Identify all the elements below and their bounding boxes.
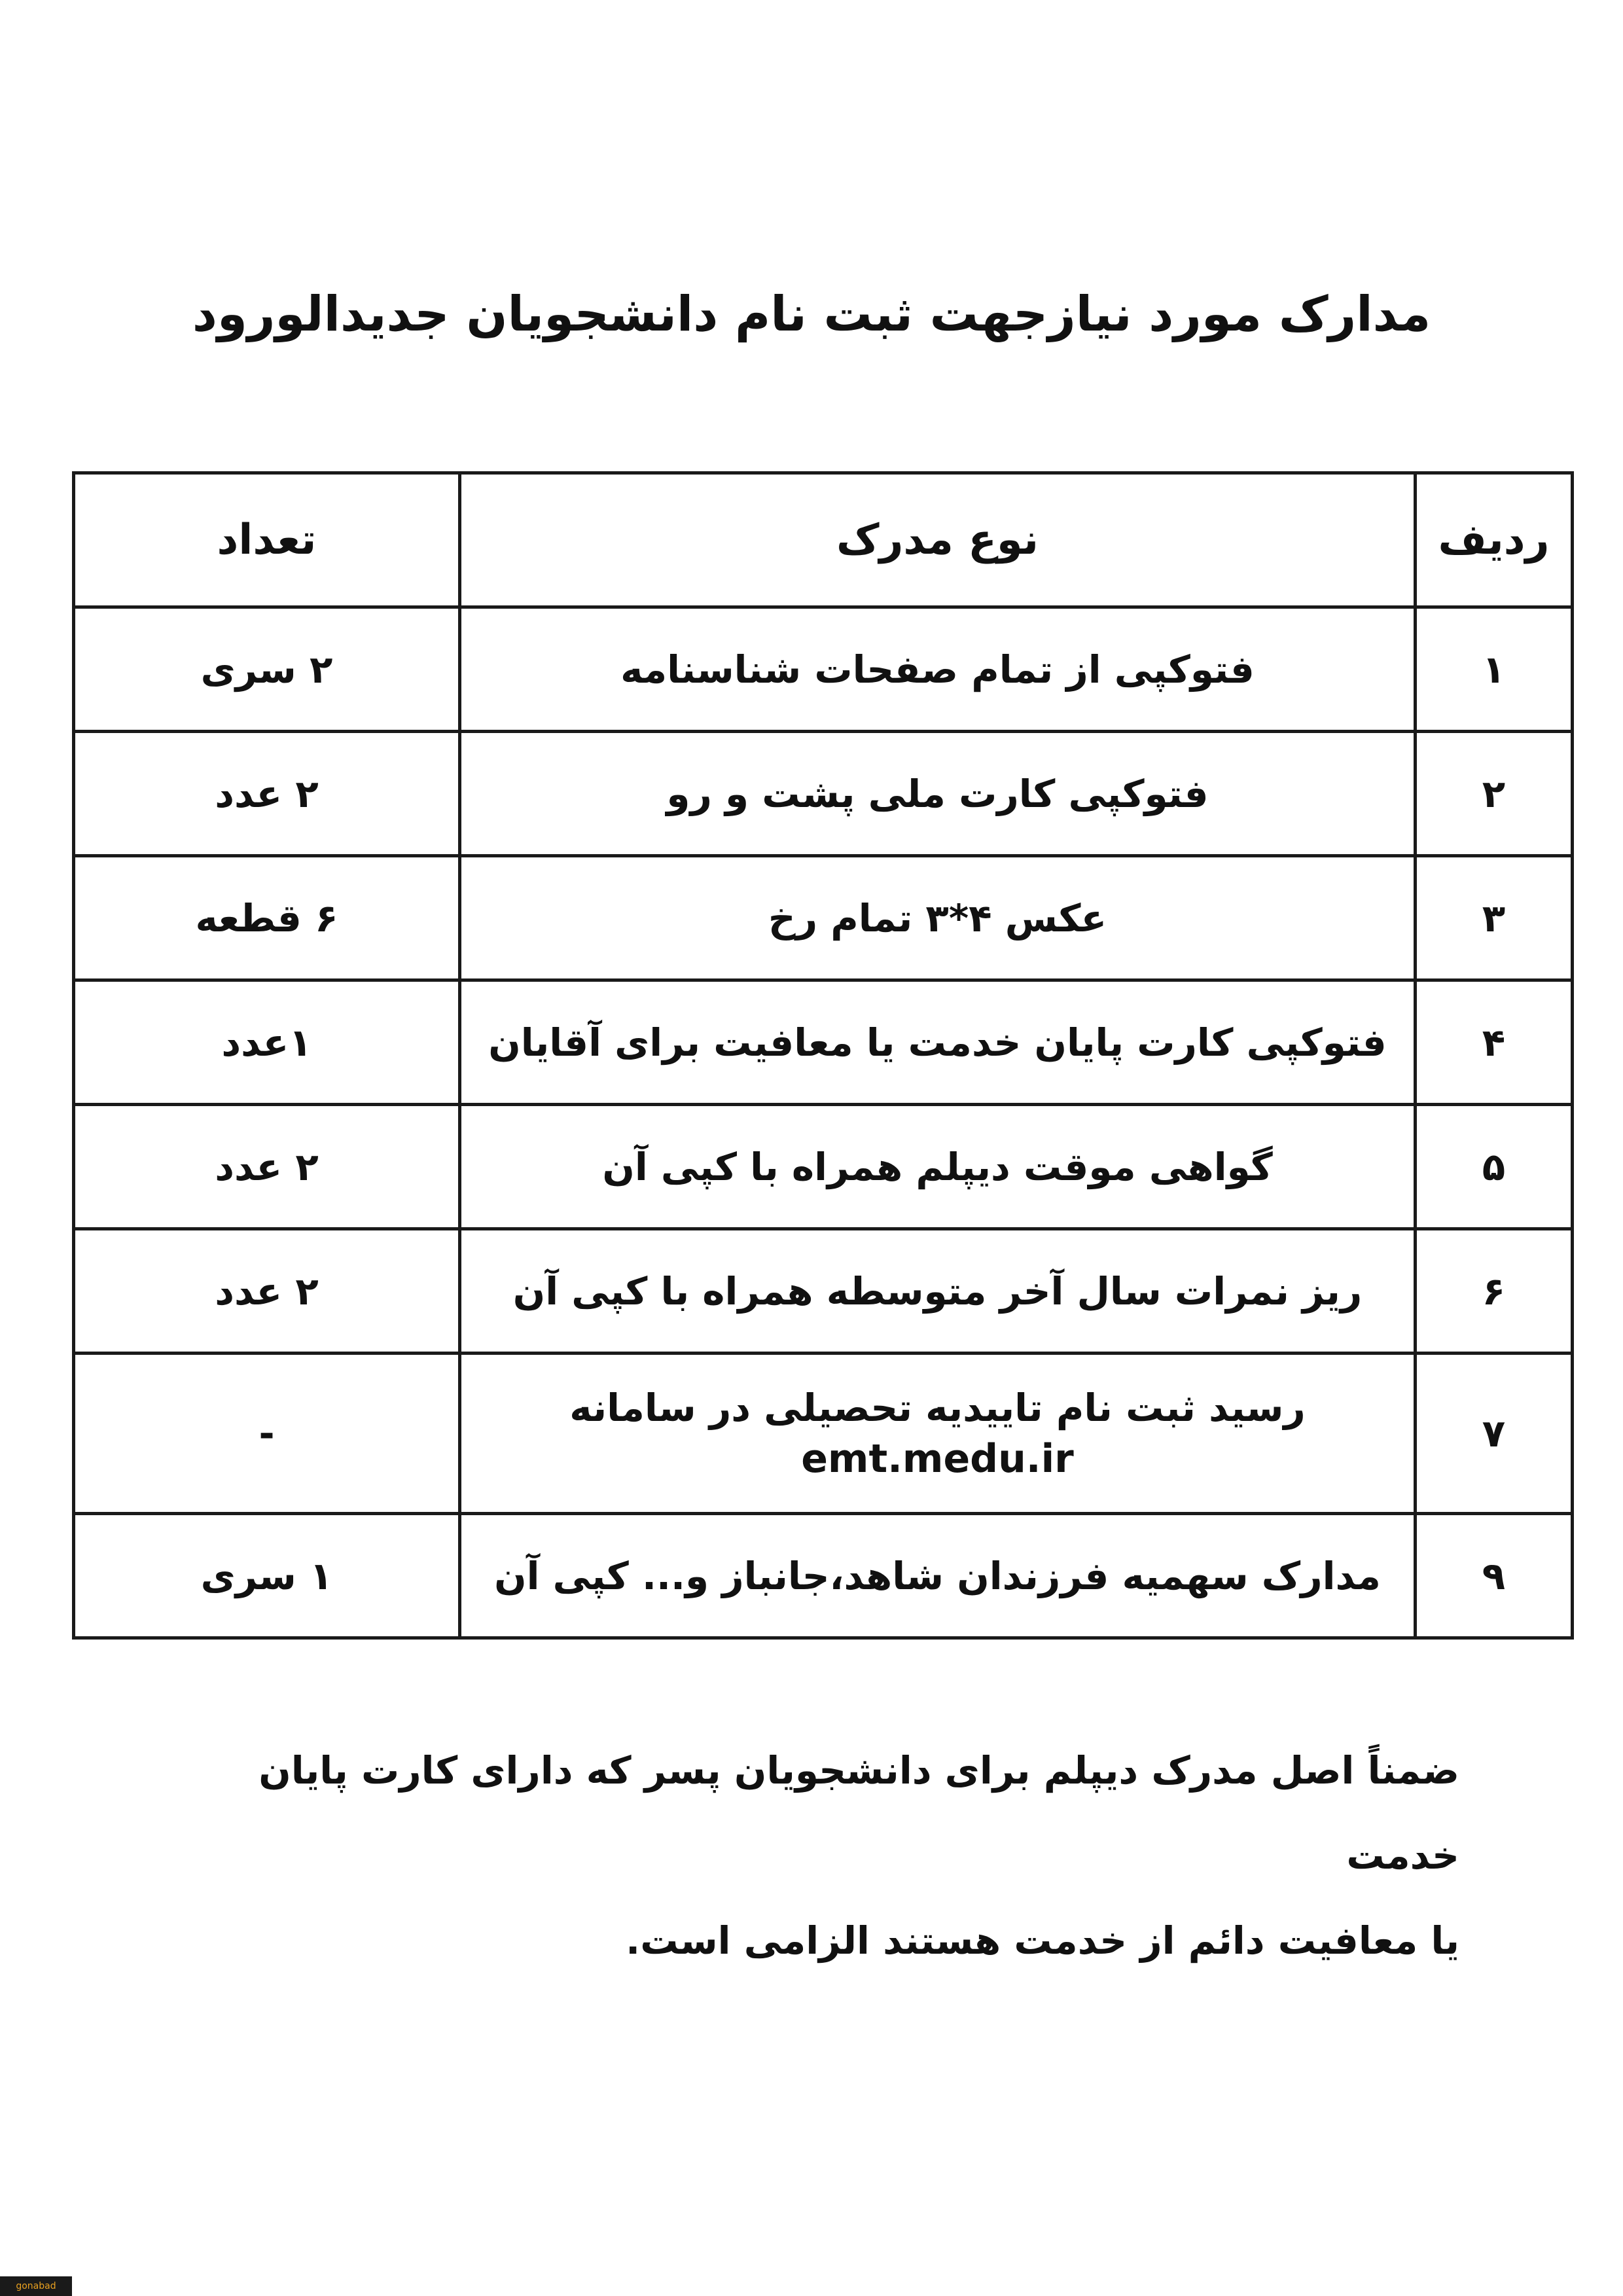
header-document-type: نوع مدرک — [460, 473, 1416, 607]
row-number: ۱ — [1416, 607, 1573, 732]
document-type: فتوکپی از تمام صفحات شناسنامه — [460, 607, 1416, 732]
document-type: فتوکپی کارت ملی پشت و رو — [460, 732, 1416, 856]
required-documents-table — [72, 471, 1574, 1640]
row-number: ۲ — [1416, 732, 1573, 856]
document-count: ۲ عدد — [74, 732, 460, 856]
page-title: مدارک مورد نیازجهت ثبت نام دانشجویان جدیدالورود — [192, 286, 1431, 342]
document-count: ۱عدد — [74, 980, 460, 1105]
row-number: ۷ — [1416, 1354, 1573, 1514]
document-count: ۲ عدد — [74, 1229, 460, 1354]
document-count: ۶ قطعه — [74, 856, 460, 980]
table-row — [74, 1105, 1573, 1229]
footnote-line-1: ضمناً اصل مدرک دیپلم برای دانشجویان پسر که دارای کارت پایان خدمت — [259, 1748, 1459, 1878]
document-type: ریز نمرات سال آخر متوسطه همراه با کپی آن — [460, 1229, 1416, 1354]
header-row-number: ردیف — [1416, 473, 1573, 607]
table-header-row — [74, 473, 1573, 607]
row-number: ۳ — [1416, 856, 1573, 980]
footnote-line-2: یا معافیت دائم از خدمت هستند الزامی است. — [626, 1918, 1459, 1963]
row-number: ۵ — [1416, 1105, 1573, 1229]
document-count: - — [74, 1354, 460, 1514]
document-type — [460, 1354, 1416, 1514]
document-type-text: رسید ثبت نام تاییدیه تحصیلی در سامانه — [569, 1386, 1306, 1430]
table-row — [74, 1229, 1573, 1354]
document-type: مدارک سهمیه فرزندان شاهد،جانباز و... کپی آن — [460, 1514, 1416, 1638]
table-row — [74, 856, 1573, 980]
table-row — [74, 980, 1573, 1105]
document-url: emt.medu.ir — [801, 1436, 1074, 1482]
table-row — [74, 732, 1573, 856]
document-count: ۲ سری — [74, 607, 460, 732]
document-type: گواهی موقت دیپلم همراه با کپی آن — [460, 1105, 1416, 1229]
header-count: تعداد — [74, 473, 460, 607]
document-type: عکس ۴*۳ تمام رخ — [460, 856, 1416, 980]
row-number: ۴ — [1416, 980, 1573, 1105]
document-type: فتوکپی کارت پایان خدمت یا معافیت برای آقایان — [460, 980, 1416, 1105]
table-row — [74, 1514, 1573, 1638]
document-count: ۲ عدد — [74, 1105, 460, 1229]
row-number: ۹ — [1416, 1514, 1573, 1638]
corner-watermark: gonabad — [0, 2276, 72, 2296]
table-row — [74, 607, 1573, 732]
row-number: ۶ — [1416, 1229, 1573, 1354]
footnote — [164, 1728, 1459, 1983]
document-count: ۱ سری — [74, 1514, 460, 1638]
table-row — [74, 1354, 1573, 1514]
